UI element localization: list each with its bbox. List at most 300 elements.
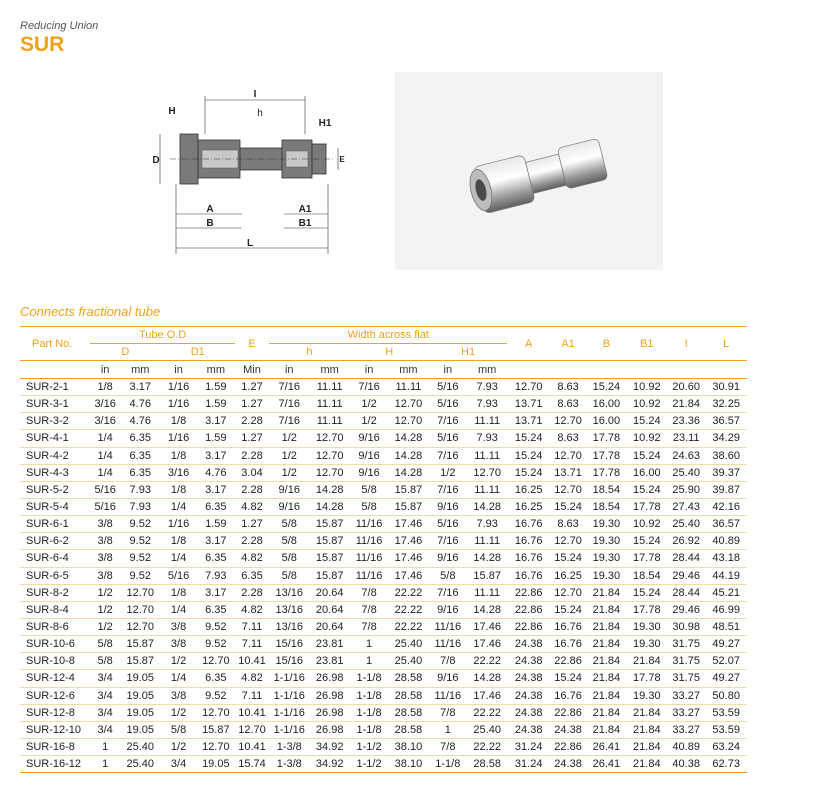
part-number-cell: SUR-12-4 [20, 670, 90, 687]
table-cell: 1-1/8 [350, 687, 388, 704]
table-cell: 1/8 [160, 533, 196, 550]
table-cell: 15.87 [120, 636, 160, 653]
table-cell: 9.52 [120, 516, 160, 533]
table-cell: 8.63 [550, 516, 586, 533]
table-cell: 22.22 [467, 738, 507, 755]
table-cell: 15.87 [309, 533, 349, 550]
table-cell: 21.84 [667, 396, 705, 413]
unit-cell: mm [197, 361, 235, 379]
table-cell: 9.52 [120, 550, 160, 567]
table-cell: 17.46 [467, 687, 507, 704]
header-tube-od: Tube O.D [90, 327, 235, 344]
table-cell: 1.59 [197, 396, 235, 413]
table-cell: 17.46 [388, 550, 428, 567]
table-cell: 1-1/2 [350, 756, 388, 773]
table-row [20, 687, 747, 704]
table-cell: 7/8 [429, 704, 467, 721]
part-number-cell: SUR-6-1 [20, 516, 90, 533]
table-cell: 15.24 [627, 481, 667, 498]
table-cell: 2.28 [235, 413, 269, 430]
table-cell: 3/4 [90, 704, 120, 721]
table-cell: 9.52 [197, 636, 235, 653]
table-cell: 46.99 [705, 601, 747, 618]
table-cell: 10.92 [627, 396, 667, 413]
table-cell: 17.46 [388, 516, 428, 533]
table-cell: 15.87 [309, 550, 349, 567]
table-cell: 40.89 [667, 738, 705, 755]
table-cell: 23.81 [309, 636, 349, 653]
table-row [20, 396, 747, 413]
table-cell: 3/16 [160, 464, 196, 481]
table-cell: 19.30 [586, 550, 626, 567]
table-cell: 6.35 [120, 430, 160, 447]
part-number-cell: SUR-5-4 [20, 498, 90, 515]
table-cell: 1/8 [160, 584, 196, 601]
table-cell: 38.60 [705, 447, 747, 464]
table-cell: 3/8 [160, 687, 196, 704]
table-row [20, 704, 747, 721]
table-cell: 10.92 [627, 430, 667, 447]
table-cell: 1-1/16 [269, 704, 309, 721]
table-cell: 25.40 [667, 464, 705, 481]
table-cell: 40.38 [667, 756, 705, 773]
table-cell: 16.25 [507, 498, 550, 515]
table-cell: 1.59 [197, 379, 235, 396]
unit-cell: mm [467, 361, 507, 379]
table-cell: 24.38 [507, 636, 550, 653]
label-B1: B1 [298, 218, 312, 229]
header-part-no: Part No. [20, 327, 90, 361]
table-cell: 22.22 [467, 704, 507, 721]
label-L: L [246, 238, 254, 249]
table-cell: 10.41 [235, 738, 269, 755]
header-e: E [235, 327, 269, 361]
product-category: Reducing Union [20, 20, 99, 32]
table-row [20, 584, 747, 601]
table-cell: 48.51 [705, 618, 747, 635]
table-cell: 5/8 [269, 567, 309, 584]
table-cell: 12.70 [550, 413, 586, 430]
table-cell: 19.05 [120, 721, 160, 738]
table-cell: 11.11 [309, 379, 349, 396]
table-cell: 28.58 [467, 756, 507, 773]
table-cell: 1 [90, 738, 120, 755]
label-B: B [206, 218, 214, 229]
table-cell: 13.71 [507, 396, 550, 413]
unit-cell: in [429, 361, 467, 379]
table-cell: 11/16 [429, 636, 467, 653]
table-cell: 1.59 [197, 516, 235, 533]
table-cell: 1-1/8 [350, 704, 388, 721]
table-cell: 12.70 [197, 738, 235, 755]
table-cell: 11/16 [350, 516, 388, 533]
table-cell: 8.63 [550, 396, 586, 413]
header-i: I [667, 327, 705, 361]
table-cell: 13/16 [269, 618, 309, 635]
table-cell: 25.40 [667, 516, 705, 533]
table-cell: 6.35 [197, 550, 235, 567]
table-cell: 5/16 [160, 567, 196, 584]
part-number-cell: SUR-3-2 [20, 413, 90, 430]
table-cell: 33.27 [667, 704, 705, 721]
table-cell: 9/16 [350, 447, 388, 464]
table-cell: 6.35 [235, 567, 269, 584]
part-number-cell: SUR-2-1 [20, 379, 90, 396]
table-cell: 9.52 [197, 618, 235, 635]
table-cell: 10.92 [627, 379, 667, 396]
label-E: E [339, 155, 345, 164]
table-cell: 29.46 [667, 567, 705, 584]
table-cell: 12.70 [507, 379, 550, 396]
table-cell: 1/16 [160, 379, 196, 396]
table-cell: 10.92 [627, 516, 667, 533]
table-cell: 3/4 [160, 756, 196, 773]
table-cell: 49.27 [705, 670, 747, 687]
table-cell: 27.43 [667, 498, 705, 515]
table-cell: 23.36 [667, 413, 705, 430]
table-cell: 28.58 [388, 687, 428, 704]
table-cell: 15.24 [627, 584, 667, 601]
table-cell: 62.73 [705, 756, 747, 773]
table-cell: 26.98 [309, 670, 349, 687]
table-cell: 22.22 [388, 601, 428, 618]
table-row [20, 516, 747, 533]
table-cell: 15.24 [507, 464, 550, 481]
table-cell: 28.58 [388, 704, 428, 721]
table-cell: 1-1/2 [350, 738, 388, 755]
table-cell: 1 [350, 653, 388, 670]
table-cell: 7/8 [350, 618, 388, 635]
table-row [20, 636, 747, 653]
part-number-cell: SUR-4-3 [20, 464, 90, 481]
table-cell: 24.38 [550, 756, 586, 773]
label-H1: H1 [318, 118, 332, 129]
table-cell: 39.87 [705, 481, 747, 498]
table-cell: 7/16 [269, 413, 309, 430]
header-h-large: H [385, 346, 394, 358]
table-row [20, 379, 747, 396]
table-cell: 12.70 [309, 464, 349, 481]
table-cell: 11.11 [309, 396, 349, 413]
table-cell: 17.46 [467, 618, 507, 635]
table-cell: 1/4 [90, 447, 120, 464]
table-cell: 1/2 [160, 704, 196, 721]
table-cell: 7/16 [429, 533, 467, 550]
table-cell: 17.78 [586, 464, 626, 481]
table-cell: 38.10 [388, 756, 428, 773]
table-cell: 7/8 [429, 738, 467, 755]
table-cell: 14.28 [309, 481, 349, 498]
table-cell: 5/8 [429, 567, 467, 584]
part-number-cell: SUR-12-8 [20, 704, 90, 721]
table-cell: 8.63 [550, 430, 586, 447]
table-cell: 4.76 [197, 464, 235, 481]
table-cell: 3.17 [197, 533, 235, 550]
table-cell: 26.41 [586, 738, 626, 755]
table-cell: 50.80 [705, 687, 747, 704]
table-cell: 44.19 [705, 567, 747, 584]
table-cell: 1/16 [160, 430, 196, 447]
table-cell: 8.63 [550, 379, 586, 396]
table-cell: 21.84 [627, 721, 667, 738]
table-cell: 12.70 [197, 704, 235, 721]
table-cell: 6.35 [120, 447, 160, 464]
table-cell: 11.11 [309, 413, 349, 430]
table-cell: 36.57 [705, 413, 747, 430]
table-row [20, 533, 747, 550]
table-cell: 53.59 [705, 721, 747, 738]
table-cell: 3.04 [235, 464, 269, 481]
part-number-cell: SUR-3-1 [20, 396, 90, 413]
label-D: D [152, 155, 160, 166]
table-cell: 18.54 [586, 498, 626, 515]
table-cell: 21.84 [627, 756, 667, 773]
table-cell: 14.28 [467, 550, 507, 567]
table-cell: 15.24 [507, 430, 550, 447]
table-cell: 1.27 [235, 430, 269, 447]
table-cell: 1/2 [160, 738, 196, 755]
label-I: I [253, 89, 257, 100]
table-cell: 15.74 [235, 756, 269, 773]
table-cell: 3/8 [90, 516, 120, 533]
part-number-cell: SUR-8-4 [20, 601, 90, 618]
fitting-photo [395, 72, 663, 270]
table-cell: 22.22 [388, 584, 428, 601]
table-cell: 53.59 [705, 704, 747, 721]
part-number-cell: SUR-6-2 [20, 533, 90, 550]
spec-table [20, 326, 747, 773]
table-cell: 1-1/16 [269, 721, 309, 738]
table-cell: 16.00 [627, 464, 667, 481]
table-cell: 15.87 [120, 653, 160, 670]
table-cell: 39.37 [705, 464, 747, 481]
table-cell: 17.78 [627, 601, 667, 618]
table-cell: 5/16 [429, 516, 467, 533]
table-cell: 10.41 [235, 704, 269, 721]
label-A: A [206, 204, 214, 215]
unit-cell: mm [388, 361, 428, 379]
header-b1: B1 [627, 327, 667, 361]
table-cell: 23.81 [309, 653, 349, 670]
table-cell: 12.70 [467, 464, 507, 481]
table-cell: 16.00 [586, 396, 626, 413]
table-cell: 13.71 [507, 413, 550, 430]
table-cell: 19.05 [120, 704, 160, 721]
part-number-cell: SUR-4-1 [20, 430, 90, 447]
table-cell: 16.25 [550, 567, 586, 584]
table-cell: 1/8 [160, 447, 196, 464]
table-cell: 11/16 [429, 687, 467, 704]
table-row [20, 721, 747, 738]
part-number-cell: SUR-12-10 [20, 721, 90, 738]
table-cell: 21.84 [627, 653, 667, 670]
table-cell: 5/8 [269, 516, 309, 533]
table-cell: 15.24 [586, 379, 626, 396]
table-cell: 1-1/8 [350, 721, 388, 738]
table-cell: 9/16 [429, 498, 467, 515]
table-cell: 22.86 [550, 653, 586, 670]
table-row [20, 670, 747, 687]
table-cell: 21.84 [586, 584, 626, 601]
table-cell: 31.75 [667, 636, 705, 653]
table-cell: 16.76 [507, 533, 550, 550]
table-cell: 13/16 [269, 601, 309, 618]
table-cell: 26.98 [309, 704, 349, 721]
table-cell: 26.41 [586, 756, 626, 773]
table-cell: 1/2 [90, 601, 120, 618]
table-cell: 21.84 [586, 601, 626, 618]
table-cell: 22.22 [388, 618, 428, 635]
table-cell: 12.70 [550, 447, 586, 464]
table-cell: 21.84 [586, 721, 626, 738]
table-cell: 19.30 [627, 618, 667, 635]
unit-cell: in [350, 361, 388, 379]
table-cell: 5/8 [350, 481, 388, 498]
table-cell: 24.38 [550, 721, 586, 738]
table-cell: 7.11 [235, 636, 269, 653]
table-cell: 12.70 [309, 447, 349, 464]
part-number-cell: SUR-5-2 [20, 481, 90, 498]
table-cell: 1/2 [269, 447, 309, 464]
table-cell: 12.70 [309, 430, 349, 447]
table-cell: 16.76 [507, 550, 550, 567]
table-cell: 15.87 [309, 516, 349, 533]
table-cell: 21.84 [627, 738, 667, 755]
table-cell: 17.46 [388, 567, 428, 584]
table-cell: 1/4 [160, 601, 196, 618]
part-number-cell: SUR-8-2 [20, 584, 90, 601]
table-cell: 33.27 [667, 721, 705, 738]
table-cell: 11.11 [467, 533, 507, 550]
table-cell: 15.24 [627, 447, 667, 464]
table-cell: 15.24 [550, 601, 586, 618]
table-cell: 17.78 [586, 430, 626, 447]
table-cell: 1 [350, 636, 388, 653]
table-cell: 3.17 [197, 584, 235, 601]
table-cell: 34.92 [309, 756, 349, 773]
table-cell: 1/16 [160, 516, 196, 533]
table-cell: 15.24 [627, 413, 667, 430]
table-cell: 7/16 [269, 379, 309, 396]
table-cell: 11.11 [467, 413, 507, 430]
table-cell: 24.38 [507, 670, 550, 687]
table-cell: 1/2 [429, 464, 467, 481]
table-cell: 25.40 [388, 636, 428, 653]
table-cell: 1/16 [160, 396, 196, 413]
unit-cell: in [160, 361, 196, 379]
table-cell: 3/16 [90, 413, 120, 430]
table-cell: 3/16 [90, 396, 120, 413]
header-a1: A1 [550, 327, 586, 361]
table-cell: 1-3/8 [269, 756, 309, 773]
table-cell: 25.40 [120, 738, 160, 755]
table-cell: 12.70 [120, 601, 160, 618]
table-cell: 18.54 [586, 481, 626, 498]
table-cell: 26.98 [309, 687, 349, 704]
table-cell: 1/8 [160, 481, 196, 498]
table-cell: 7.93 [467, 430, 507, 447]
table-cell: 28.44 [667, 550, 705, 567]
table-row [20, 738, 747, 755]
table-cell: 14.28 [388, 464, 428, 481]
table-cell: 14.28 [309, 498, 349, 515]
section-title: Connects fractional tube [20, 304, 161, 319]
table-cell: 22.86 [507, 584, 550, 601]
table-cell: 30.98 [667, 618, 705, 635]
part-number-cell: SUR-6-5 [20, 567, 90, 584]
table-cell: 7/16 [429, 584, 467, 601]
table-cell: 11/16 [350, 567, 388, 584]
part-number-cell: SUR-16-8 [20, 738, 90, 755]
table-cell: 21.84 [586, 704, 626, 721]
table-cell: 7/16 [269, 396, 309, 413]
header-d1: D1 [190, 346, 205, 358]
table-cell: 26.92 [667, 533, 705, 550]
table-row [20, 447, 747, 464]
table-cell: 3.17 [120, 379, 160, 396]
unit-cell: Min [235, 361, 269, 379]
table-cell: 6.35 [120, 464, 160, 481]
table-cell: 12.70 [388, 413, 428, 430]
table-row [20, 618, 747, 635]
table-cell: 7.93 [467, 396, 507, 413]
table-cell: 6.35 [197, 670, 235, 687]
table-cell: 11.11 [467, 481, 507, 498]
table-cell: 31.24 [507, 756, 550, 773]
table-cell: 1/4 [90, 464, 120, 481]
table-cell: 3.17 [197, 447, 235, 464]
table-cell: 19.30 [586, 567, 626, 584]
table-cell: 22.86 [507, 601, 550, 618]
table-cell: 1.27 [235, 379, 269, 396]
table-cell: 25.40 [120, 756, 160, 773]
table-cell: 15.87 [388, 498, 428, 515]
table-cell: 4.82 [235, 498, 269, 515]
table-cell: 24.38 [507, 653, 550, 670]
table-cell: 16.76 [507, 567, 550, 584]
table-cell: 5/16 [90, 481, 120, 498]
header-a: A [507, 327, 550, 361]
table-cell: 1.27 [235, 396, 269, 413]
table-cell: 16.76 [507, 516, 550, 533]
table-cell: 5/16 [429, 430, 467, 447]
table-cell: 1-1/8 [429, 756, 467, 773]
table-cell: 7/8 [350, 601, 388, 618]
table-cell: 12.70 [235, 721, 269, 738]
table-cell: 11.11 [467, 447, 507, 464]
table-cell: 29.46 [667, 601, 705, 618]
table-cell: 25.40 [467, 721, 507, 738]
table-cell: 3/8 [160, 636, 196, 653]
table-cell: 5/16 [90, 498, 120, 515]
table-cell: 3/8 [90, 567, 120, 584]
table-cell: 12.70 [120, 618, 160, 635]
table-cell: 63.24 [705, 738, 747, 755]
table-cell: 36.57 [705, 516, 747, 533]
table-cell: 13.71 [550, 464, 586, 481]
table-cell: 3/4 [90, 687, 120, 704]
table-cell: 34.29 [705, 430, 747, 447]
table-cell: 24.38 [507, 721, 550, 738]
table-row [20, 481, 747, 498]
table-cell: 7/8 [429, 653, 467, 670]
table-cell: 2.28 [235, 447, 269, 464]
table-cell: 17.78 [627, 498, 667, 515]
table-cell: 17.78 [627, 670, 667, 687]
table-cell: 12.70 [550, 584, 586, 601]
table-cell: 19.30 [586, 516, 626, 533]
table-cell: 12.70 [120, 584, 160, 601]
